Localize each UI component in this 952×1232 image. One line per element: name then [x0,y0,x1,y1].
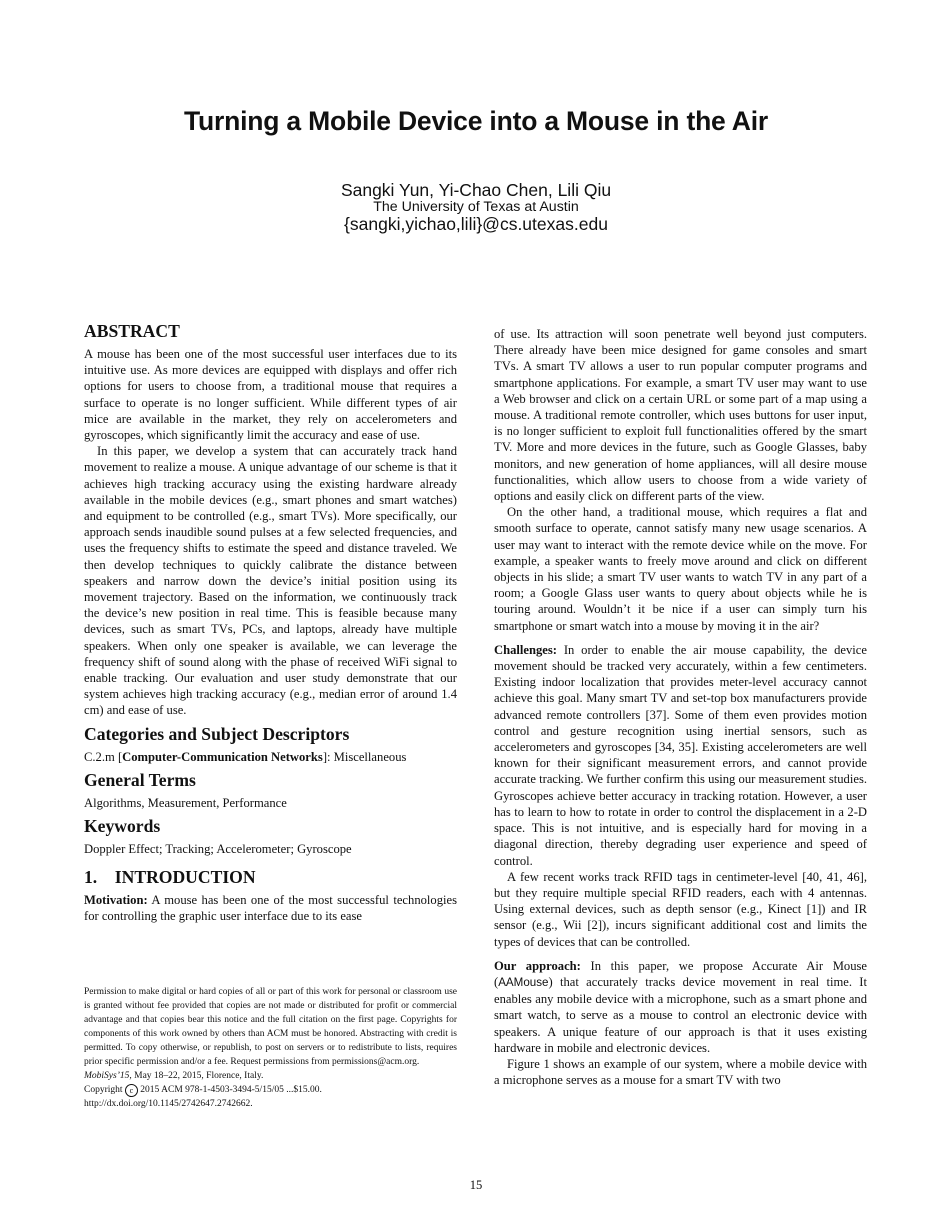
copyright-details: 2015 ACM 978-1-4503-3494-5/15/05 ...$15.00. [137,1085,322,1095]
author-affiliation: The University of Texas at Austin [373,199,579,215]
approach-paragraph [494,958,867,1056]
author-names: Sangki Yun, Yi-Chao Chen, Lili Qiu [340,180,612,200]
left-column [84,320,457,925]
figure-reference-paragraph: Figure 1 shows an example of our system, where a mobile device with a microphone serves as a mouse for a smart TV with two [494,1056,867,1088]
doi-link[interactable]: http://dx.doi.org/10.1145/2742647.2742662. [84,1099,253,1109]
abstract-paragraph-2: In this paper, we develop a system that can accurately track hand movement to realize a mouse. A unique advantage of our scheme is that it achieves high tracking accuracy using the existing hardware already available in the mobile devices (e.g., smart phones and smart watches) and equipment to be controlled (e.g., smart TVs). More specifically, our approach sends inaudible sound pulses at a few selected frequencies, and uses the frequency shifts to estimate the speed and distance traveled. We then develop techniques to quickly calibrate the distance between speakers and narrow down the device’s initial position using its movement trajectory. Based on the information, we continuously track the device’s new position in real time. This is feasible because many devices, such as smart TVs, PCs, and laptops, already have multiple speakers. When only one speaker is available, we can leverage the frequency shift of sound along with the phase of received WiFi signal to enable tracking. Our evaluation and user study demonstrate that our system achieves high tracking accuracy (e.g., median error of around 1.4 cm) and ease of use. [84,444,457,718]
abstract-paragraph-1: A mouse has been one of the most successful user interfaces due to its intuitive use. As more devices are equipped with displays and offer rich options for users to choose from, a traditional mouse that requires a surface to operate is no longer sufficient. While different types of air mice are available in the market, they rely on accelerometers and gyroscopes, which significantly limit the accuracy and ease of use. [84,347,457,443]
page-number: 15 [469,1178,483,1192]
abstract-heading: ABSTRACT [84,321,180,341]
venue-line [84,1069,457,1083]
author-email: {sangki,yichao,lili}@cs.utexas.edu [344,214,608,234]
permission-text: Permission to make digital or hard copies of all or part of this work for personal or classroom use is granted without fee provided that copies are not made or distributed for profit or commercial advantage and that copies bear this notice and the full citation on the first page. Copyrights for components of this work owned by others than ACM must be honored. Abstracting with credit is permitted. To copy otherwise, or republish, to post on servers or to redistribute to lists, requires prior specific permission and/or a fee. Request permissions from permissions@acm.org. [84,987,457,1067]
paper-title: Turning a Mobile Device into a Mouse in the Air [184,106,768,136]
intro-paragraph-continued: of use. Its attraction will soon penetrate well beyond just computers. There already have been mice designed for game consoles and smart TVs. A smart TV allows a user to run popular computer programs and smartphone applications. For example, a smart TV user may want to use a Web browser and click on a certain URL or some part of a map using a mouse. A traditional remote controller, which uses buttons for user input, is no longer sufficient to exploit full functionalities offered by the smart TV. More and more devices in the future, such as Google Glasses, baby monitors, and new generation of home appliances, will all desire mouse functionalities, which allow users to choose from a wide variety of options and easily click on different parts of the view. [494,327,867,504]
categories-text [84,749,457,765]
keywords-text: Doppler Effect; Tracking; Accelerometer; Gyroscope [84,842,352,857]
approach-text-a: In this paper, we propose Accurate Air Mouse ( [494,958,867,989]
venue-name: MobiSys’15, [84,1071,132,1081]
intro-paragraph-2: On the other hand, a traditional mouse, which requires a flat and smooth surface to operate, cannot satisfy many new usage scenarios. A user may want to interact with the remote device while on the move. For example, a speaker wants to freely move around and click on different objects in his slide; a smart TV user wants to watch TV in any part of a room; a Google Glass user wants to query about objects while he is touring around. Wouldn’t it be nice if a user can simply turn his smartphone or smart watch into a mouse by moving it in the air? [494,505,867,633]
copyright-symbol-icon: c [125,1084,138,1097]
categories-rest: ]: Miscellaneous [322,749,407,764]
copyright-prefix: Copyright [84,1085,123,1095]
keywords-heading: Keywords [84,816,161,837]
venue-details: May 18–22, 2015, Florence, Italy. [131,1071,264,1081]
right-column [494,326,867,1088]
challenges-lead: Challenges: [494,642,557,657]
general-terms-text: Algorithms, Measurement, Performance [84,795,287,810]
general-terms-heading: General Terms [84,769,196,790]
system-name: AAMouse [498,975,549,989]
challenges-text: In order to enable the air mouse capability, the device movement should be tracked very accurately, within a few centimeters. Existing indoor localization that provides meter-level accuracy cannot achieve this goal. Many smart TV and set-top box manufacturers provide advanced remote controllers [37]. Some of them even provides motion control and gesture recognition using inertial sensors, such as accelerometers and gyroscopes [34, 35]. Existing accelerometers are well known for their significant measurement errors, and cannot provide accurate tracking. We further confirm this using our measurement studies. Gyroscopes achieve better accuracy in tracking rotation. However, a user has to learn to how to rotate in order to control the displacement in a 2-D space. This is not intuitive, and is especially hard for moving in a diagonal direction, thereby degrading user experience and speed of control. [494,642,867,868]
permission-footnote [84,985,457,1111]
motivation-lead: Motivation: [84,893,148,908]
rfid-paragraph: A few recent works track RFID tags in centimeter-level [40, 41, 46], but they require multiple special RFID readers, each with 4 antennas. Using external devices, such as depth sensor (e.g., Kinect [1]) and IR sensor (e.g., Wii [2]), incurs significant additional cost and limits the types of devices that can be controlled. [494,869,867,949]
introduction-heading: 1. INTRODUCTION [84,867,256,888]
categories-bold: Computer-Communication Networks [122,749,323,764]
approach-text-b: ) that accurately tracks device movement in real time. It enables any mobile device with a microphone, such as a smart phone and smart watch, to serve as a mouse to control an electronic device with speakers. A unique feature of our approach is that it uses existing hardware in mobile and electronic devices. [494,974,867,1055]
copyright-line [84,1083,457,1097]
challenges-paragraph [494,642,867,869]
approach-lead: Our approach: [494,958,581,973]
motivation-paragraph [84,892,457,924]
categories-code: C.2.m [ [84,749,123,764]
categories-heading: Categories and Subject Descriptors [84,723,350,744]
motivation-text: A mouse has been one of the most successful technologies for controlling the graphic user interface due to its ease [84,893,457,924]
